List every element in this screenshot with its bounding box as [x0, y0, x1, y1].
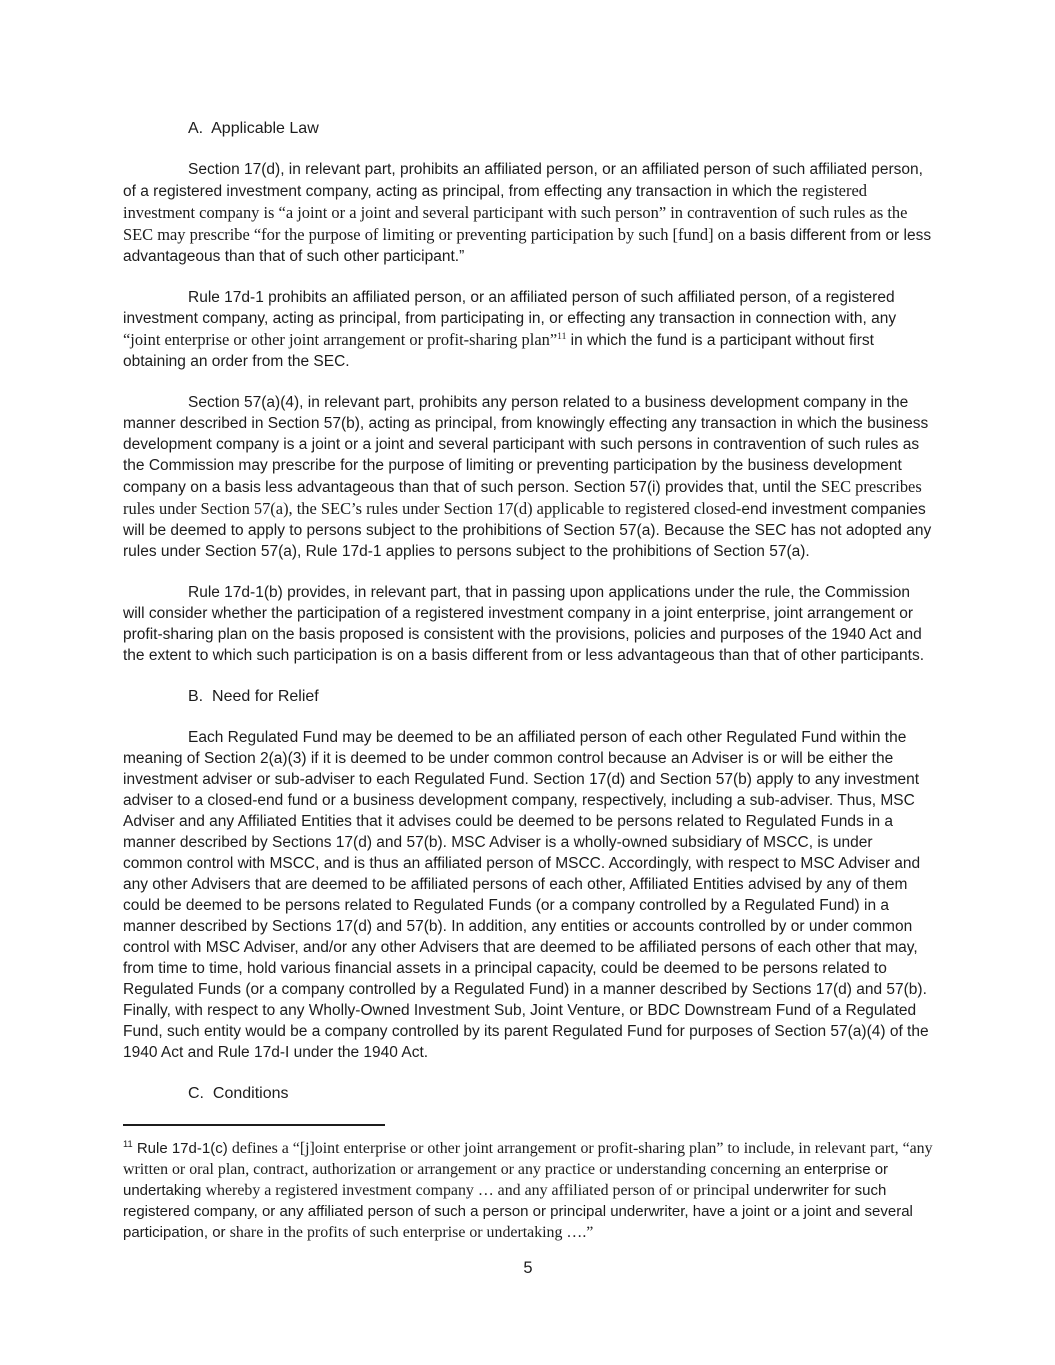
heading-applicable-law: A. Applicable Law — [188, 120, 319, 137]
page-number: 5 — [523, 1259, 533, 1277]
footnote-separator — [123, 1124, 385, 1126]
heading-conditions: C. Conditions — [188, 1085, 289, 1102]
paragraph-section-17d: Section 17(d), in relevant part, prohibits an affiliated person, or an affiliated person of such affiliated person, of a registered investment company, acting as principal, from effecting any transaction in which the registered investment company is “a joint or a joint and several participant with such person” in contravention of such rules as the SEC may prescribe “for the purpose of limiting or preventing participation by such [fund] on a basis different from or less advantageous than that of such other participant.” — [123, 161, 932, 265]
footnote-11: $^{11}$ Rule 17d-1(c) defines a “[j]oint enterprise or other joint arrangement or profit-sharing plan” to include, in relevant part, “any written or oral plan, contract, authorization or arrangement or any practice or understanding concerning an enterprise or undertaking whereby a registered investment company … and any affiliated person of or principal underwriter for such registered company, or any affiliated person of such a person or principal underwriter, have a joint or a joint and several participation, or share in the profits of such enterprise or undertaking ….” — [123, 1139, 933, 1241]
paragraph-rule-17d-1b: Rule 17d-1(b) provides, in relevant part, that in passing upon applications under the rule, the Commission will consider whether the participation of a registered investment company in a joint enterprise, joint arrangement or profit-sharing plan on the basis proposed is consistent with the provisions, policies and purposes of the 1940 Act and the extent to which such participation is on a basis different from or less advantageous than that of other participants. — [123, 584, 925, 664]
paragraph-section-57a4: Section 57(a)(4), in relevant part, prohibits any person related to a business development company in the manner described in Section 57(b), acting as principal, from knowingly effecting any transaction in which the business development company is a joint or a joint and several participant with such persons in contravention of such rules as the Commission may prescribe for the purpose of limiting or preventing participation by the business development company on a basis less advantageous than that of such person. Section 57(i) provides that, until the SEC prescribes rules under Section 57(a), the SEC’s rules under Section 17(d) applicable to registered closed-end investment companies will be deemed to apply to persons subject to the prohibitions of Section 57(a). Because the SEC has not adopted any rules under Section 57(a), Rule 17d-1 applies to persons subject to the prohibitions of Section 57(a). — [123, 394, 932, 560]
paragraph-rule-17d-1: Rule 17d-1 prohibits an affiliated person, or an affiliated person of such affiliated person, of a registered investment company, acting as principal, from participating in, or effecting any transaction in connection with, any “joint enterprise or other joint arrangement or profit-sharing plan”$^{11}$ in which the fund is a participant without first obtaining an order from the SEC. — [123, 289, 897, 370]
heading-need-for-relief: B. Need for Relief — [188, 688, 319, 705]
paragraph-need-for-relief: Each Regulated Fund may be deemed to be an affiliated person of each other Regulated Fund within the meaning of Section 2(a)(3) if it is deemed to be under common control because an Adviser is or will be either the investment adviser or sub-adviser to each Regulated Fund. Section 17(d) and Section 57(b) apply to any investment adviser to a closed-end fund or a business development company, respectively, including a sub-adviser. Thus, MSC Adviser and any Affiliated Entities that it advises could be deemed to be persons related to Regulated Funds in a manner described by Sections 17(d) and 57(b). MSC Adviser is a wholly-owned subsidiary of MSCC, is under common control with MSCC, and is thus an affiliated person of MSCC. Accordingly, with respect to MSC Adviser and any other Advisers that are deemed to be affiliated persons of each other, Affiliated Entities advised by any of them could be deemed to be persons related to Regulated Funds (or a company controlled by a Regulated Fund) in a manner described by Sections 17(d) and 57(b). In addition, any entities or accounts controlled by or under common control with MSC Adviser, and/or any other Advisers that are deemed to be affiliated persons of each other that may, from time to time, hold various financial assets in a principal capacity, could be deemed to be persons related to Regulated Funds (or a company controlled by a Regulated Fund) in a manner described by Sections 17(d) and 57(b). Finally, with respect to any Wholly-Owned Investment Sub, Joint Venture, or BDC Downstream Fund of a Regulated Fund, such entity would be a company controlled by its parent Regulated Fund for purposes of Section 57(a)(4) of the 1940 Act and Rule 17d-I under the 1940 Act. — [123, 729, 929, 1061]
